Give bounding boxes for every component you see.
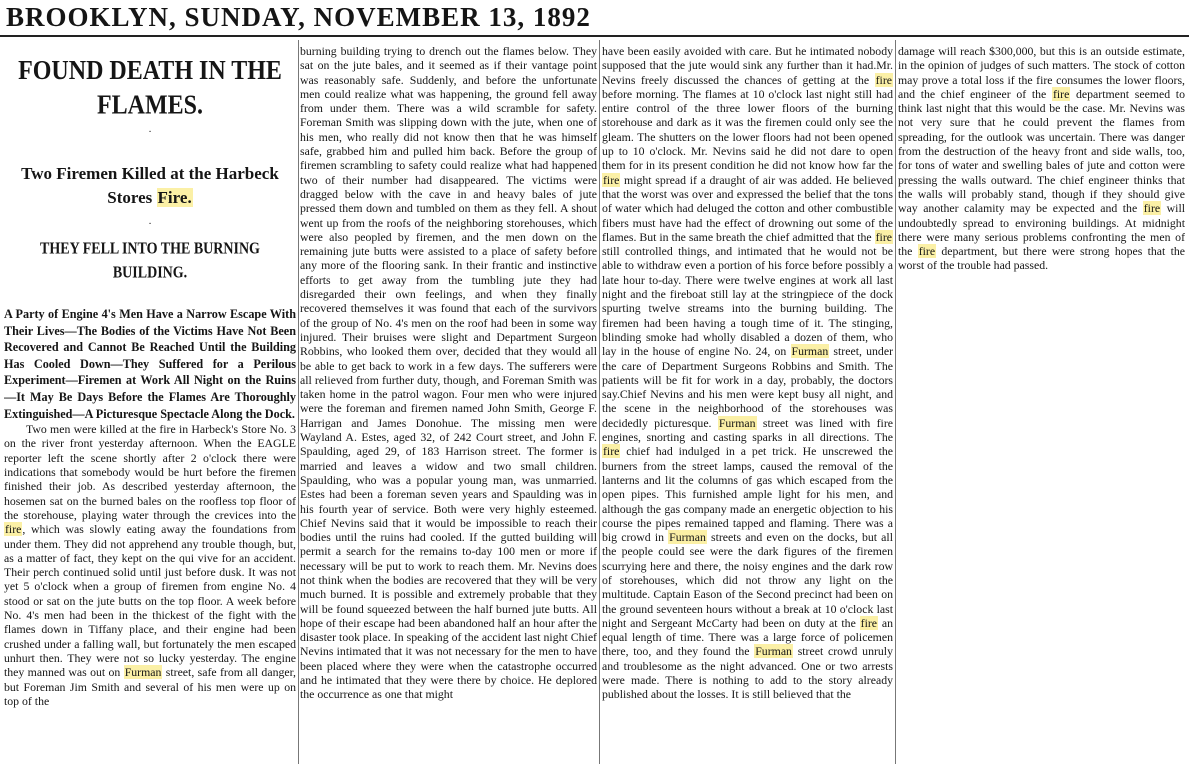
body-text: Mr. Nevins freely discussed the chances of getting at the [602, 58, 893, 87]
body-text: street, safe from all danger, but Foreman Jim Smith and several of his men were up on top of the [4, 665, 296, 708]
body-text: before morning. The flames at 10 o'clock last night still had entire control of the three lower floors of the burning storehouse and dark as it was the firemen could only see the gleam. The shutters on the lower floors had not been opened up to 10 o'clock. Mr. Nevins said he did not dare to open them for in its present condition he did not know how far the [602, 86, 893, 173]
body-text: an equal length of time. There was a large force of policemen there, too, and they found the [602, 615, 893, 659]
body-text: will undoubtedly spread to environing buildings. At midnight there were many serious problems confronting the men of the [898, 201, 1185, 259]
body-text: department seemed to think last night that this would be the case. Mr. Nevins was not very sure that he could prevent the flames from spreading, for the outlook was uncertain. There was danger from the destruction of the heavy front and side walls, too, for tons of water and swelling bales of jute and cotton were pressing the walls outward. The chief engineer thinks that the walls will probably stand, though if they should give way another calamity may be expected and the [898, 86, 1185, 216]
subhead-2: THEY FELL INTO THE BURNING BUILDING. [40, 240, 260, 283]
body-text: might spread if a draught of air was added. He believed that the worst was over and expressed the belief that the tons of water which had deluged the cotton and other combustible fibers must have had the effect of drowning out some of the flames. But in the same breath the chief admitted that the [602, 172, 893, 244]
column-1 [4, 44, 296, 762]
subhead [4, 162, 296, 210]
article-body [898, 44, 1185, 273]
search-highlight: Furman [124, 665, 162, 680]
headline: FOUND DEATH IN THE FLAMES. [18, 55, 282, 121]
search-highlight: fire [918, 244, 936, 259]
search-highlight: fire [875, 72, 892, 87]
column-2 [300, 44, 597, 762]
search-highlight: fire [1052, 86, 1070, 101]
body-text: Two men were killed at the fire in Harbeck's Store No. 3 on the river front yesterday afternoon. When the EAGLE reporter left the scene shortly after 2 o'clock there were indications that somebody would be hurt before the firemen finished their job. As described yesterday afternoon, the hosemen sat on the burned bales on the roofless top floor of the storehouse, playing water through the crevices into the [4, 422, 296, 522]
article-body [300, 44, 597, 702]
body-text: , which was slowly eating away the foundations from under them. They did not apprehend any trouble though, but, as a matter of fact, they kept on the qui vive for an accident. Their perch continued solid until just before dusk. It was not yet 5 o'clock when a group of firemen from engine No. 4 stood or sat on the jute butts on the top floor. A week before No. 4's men had been in the thickest of the fight with the flames down in Tiffany place, and their engine had been crushed under a falling wall, but fortunately the men escaped unhurt then. They were not so lucky yesterday. The engine they manned was out on [4, 522, 296, 680]
body-text: street, under the care of Department Surgeons Robbins and Smith. The patients will be fit for work in a day, probably, the doctors say. [602, 344, 893, 402]
article-body [4, 422, 296, 708]
column-3 [602, 44, 893, 762]
column-divider [599, 40, 600, 764]
body-text: burning building trying to drench out the flames below. They sat on the jute bales, and it seemed as if their vantage point was reasonably safe. Suddenly, and before the unfortunate men could realize what was happening, the ground fell away from under them. There was a wild scramble for safety. Foreman Smith was slipping down with the jute, when one of his men, who really did not know then that he was himself safe, grabbed him and pulled him back. Before the group of firemen scrambling to safety could realize what had happened two of their number had disappeared. The victims were dragged below with the cave in and heavy bales of jute pressed them down and tumbled on them as they fell. A shout went up from the roofs of the neighboring storehouses, which were also peopled by firemen, and the men down on the remaining jute butts were assisted to a place of safety before any more of the flooring sank. In their frantic and instinctive efforts to get away from the tumbling jute they had disregarded their own feelings, and when they finally recovered themselves it was found that each of the survivors of the group of No. 4's men on the roof had been in some way injured. Their bruises were slight and Department Surgeon Robbins, who looked them over, decided that they would all be able to get back to work in a few days. The sufferers were all relieved from further duty, though, and Foreman Smith was taken home in the patrol wagon. Four men who were injured were the foreman and firemen named John Smith, George F. Harrigan and James Donohue. The missing men were Wayland A. Estes, aged 32, of 242 Court street, and John F. Spaulding, aged 29, of 183 Harrison street. The former is married and leaves a widow and two small children. Spaulding, who was a popular young man, was unmarried. Estes had been a foreman seven years and Spaulding was in his fourth year of service. Both were very highly esteemed. Chief Nevins said that it would be impossible to reach their bodies until the ruins had cooled. If the gutted building will permit a search for the remains to-day 100 men or more if necessary will be put to work to reach them. Mr. Nevins does not think when the bodies are recovered that they will be very much burned. It is possible and extremely probable that they will be found squeezed between the half burned jute butts. All hope of their escape had been abandoned half an hour after the disaster took place. In speaking of the accident last night Chief Nevins intimated that it was not necessary for the men to have been placed where they were when the catastrophe occurred and he intimated that they were there by choice. He deplored the occurrence as one that might [300, 44, 597, 702]
search-highlight: Furman [755, 644, 792, 659]
search-highlight: fire [603, 172, 620, 187]
body-text: chief had indulged in a pet trick. He unscrewed the burners from the street lamps, caused the removal of the lanterns and lit the columns of gas which escaped from the open pipes. This furnished ample light for his men, and although the gas company made an energetic objection to his course the pipes remained tapped and flaming. There was a big crowd in [602, 444, 893, 545]
search-highlight: fire [1143, 201, 1161, 216]
search-highlight: fire [860, 615, 878, 630]
article-body [602, 44, 893, 702]
ornament-dot: · [148, 127, 152, 138]
column-divider [895, 40, 896, 764]
body-text: still controlled things, and intimated that he would not be able to withdraw even a portion of his force before possibly a late hour to-day. There were twelve engines at work all last night and the fireboat still lay at the stringpiece of the dock spurting twelve streams into the burning building. The firemen had been having a tough time of it. The stinging, blinding smoke had wholly disabled a dozen of them, who lay in the house of engine No. 24, on [602, 244, 893, 359]
search-highlight: Furman [791, 344, 829, 359]
body-text: street crowd unruly and troublesome as the night advanced. One or two arrests were made. There is nothing to add to the story already published about the losses. It is still believed that the [602, 644, 893, 702]
search-highlight: Furman [718, 415, 756, 430]
body-text: department, but there were strong hopes that the worst of the trouble had passed. [898, 244, 1185, 273]
search-highlight: fire [875, 229, 892, 244]
body-text: Chief Nevins and his men were kept busy all night, and the scene in the neighborhood of the storehouses was decidedly picturesque. [602, 387, 893, 430]
body-text: have been easily avoided with care. But he intimated nobody supposed that the jute would sink any further than it had. [602, 44, 893, 73]
body-text: damage will reach $300,000, but this is an outside estimate, in the opinion of judges of such matters. The stock of cotton may prove a total loss if the fire consumes the lower floors, and the chief engineer of the [898, 44, 1185, 101]
search-highlight: fire [603, 444, 620, 459]
masthead: BROOKLYN, SUNDAY, NOVEMBER 13, 1892 [6, 2, 591, 32]
masthead-rule [0, 35, 1189, 37]
subhead-text: Two Firemen Killed at the Harbeck Stores [21, 164, 279, 207]
search-highlight: Fire. [157, 188, 192, 207]
search-highlight: Furman [669, 530, 706, 545]
body-text: street was lined with fire engines, snorting and casting sparks in all directions. The [602, 415, 893, 445]
ornament-dot: · [148, 219, 152, 230]
column-divider [298, 40, 299, 764]
body-text: streets and even on the docks, but all the people could see were the dark figures of the firemen scurrying here and there, the noisy engines and the dark row of storehouses, which did not throw any light on the multitude. Captain Eason of the Second precinct had been on the ground seventeen hours without a break at 10 o'clock last night and Sergeant McCarty had been on duty at the [602, 530, 893, 630]
deck: A Party of Engine 4's Men Have a Narrow Escape With Their Lives—The Bodies of the Victims Have Not Been Recovered and Cannot Be Reached Until the Building Has Cooled Down—They Suffered for a Perilous Experiment—Firemen at Work All Night on the Ruins—It May Be Days Before the Flames Are Thoroughly Extinguished—A Picturesque Spectacle Along the Dock. [4, 307, 296, 421]
search-highlight: fire [5, 522, 22, 537]
column-4 [898, 44, 1185, 762]
